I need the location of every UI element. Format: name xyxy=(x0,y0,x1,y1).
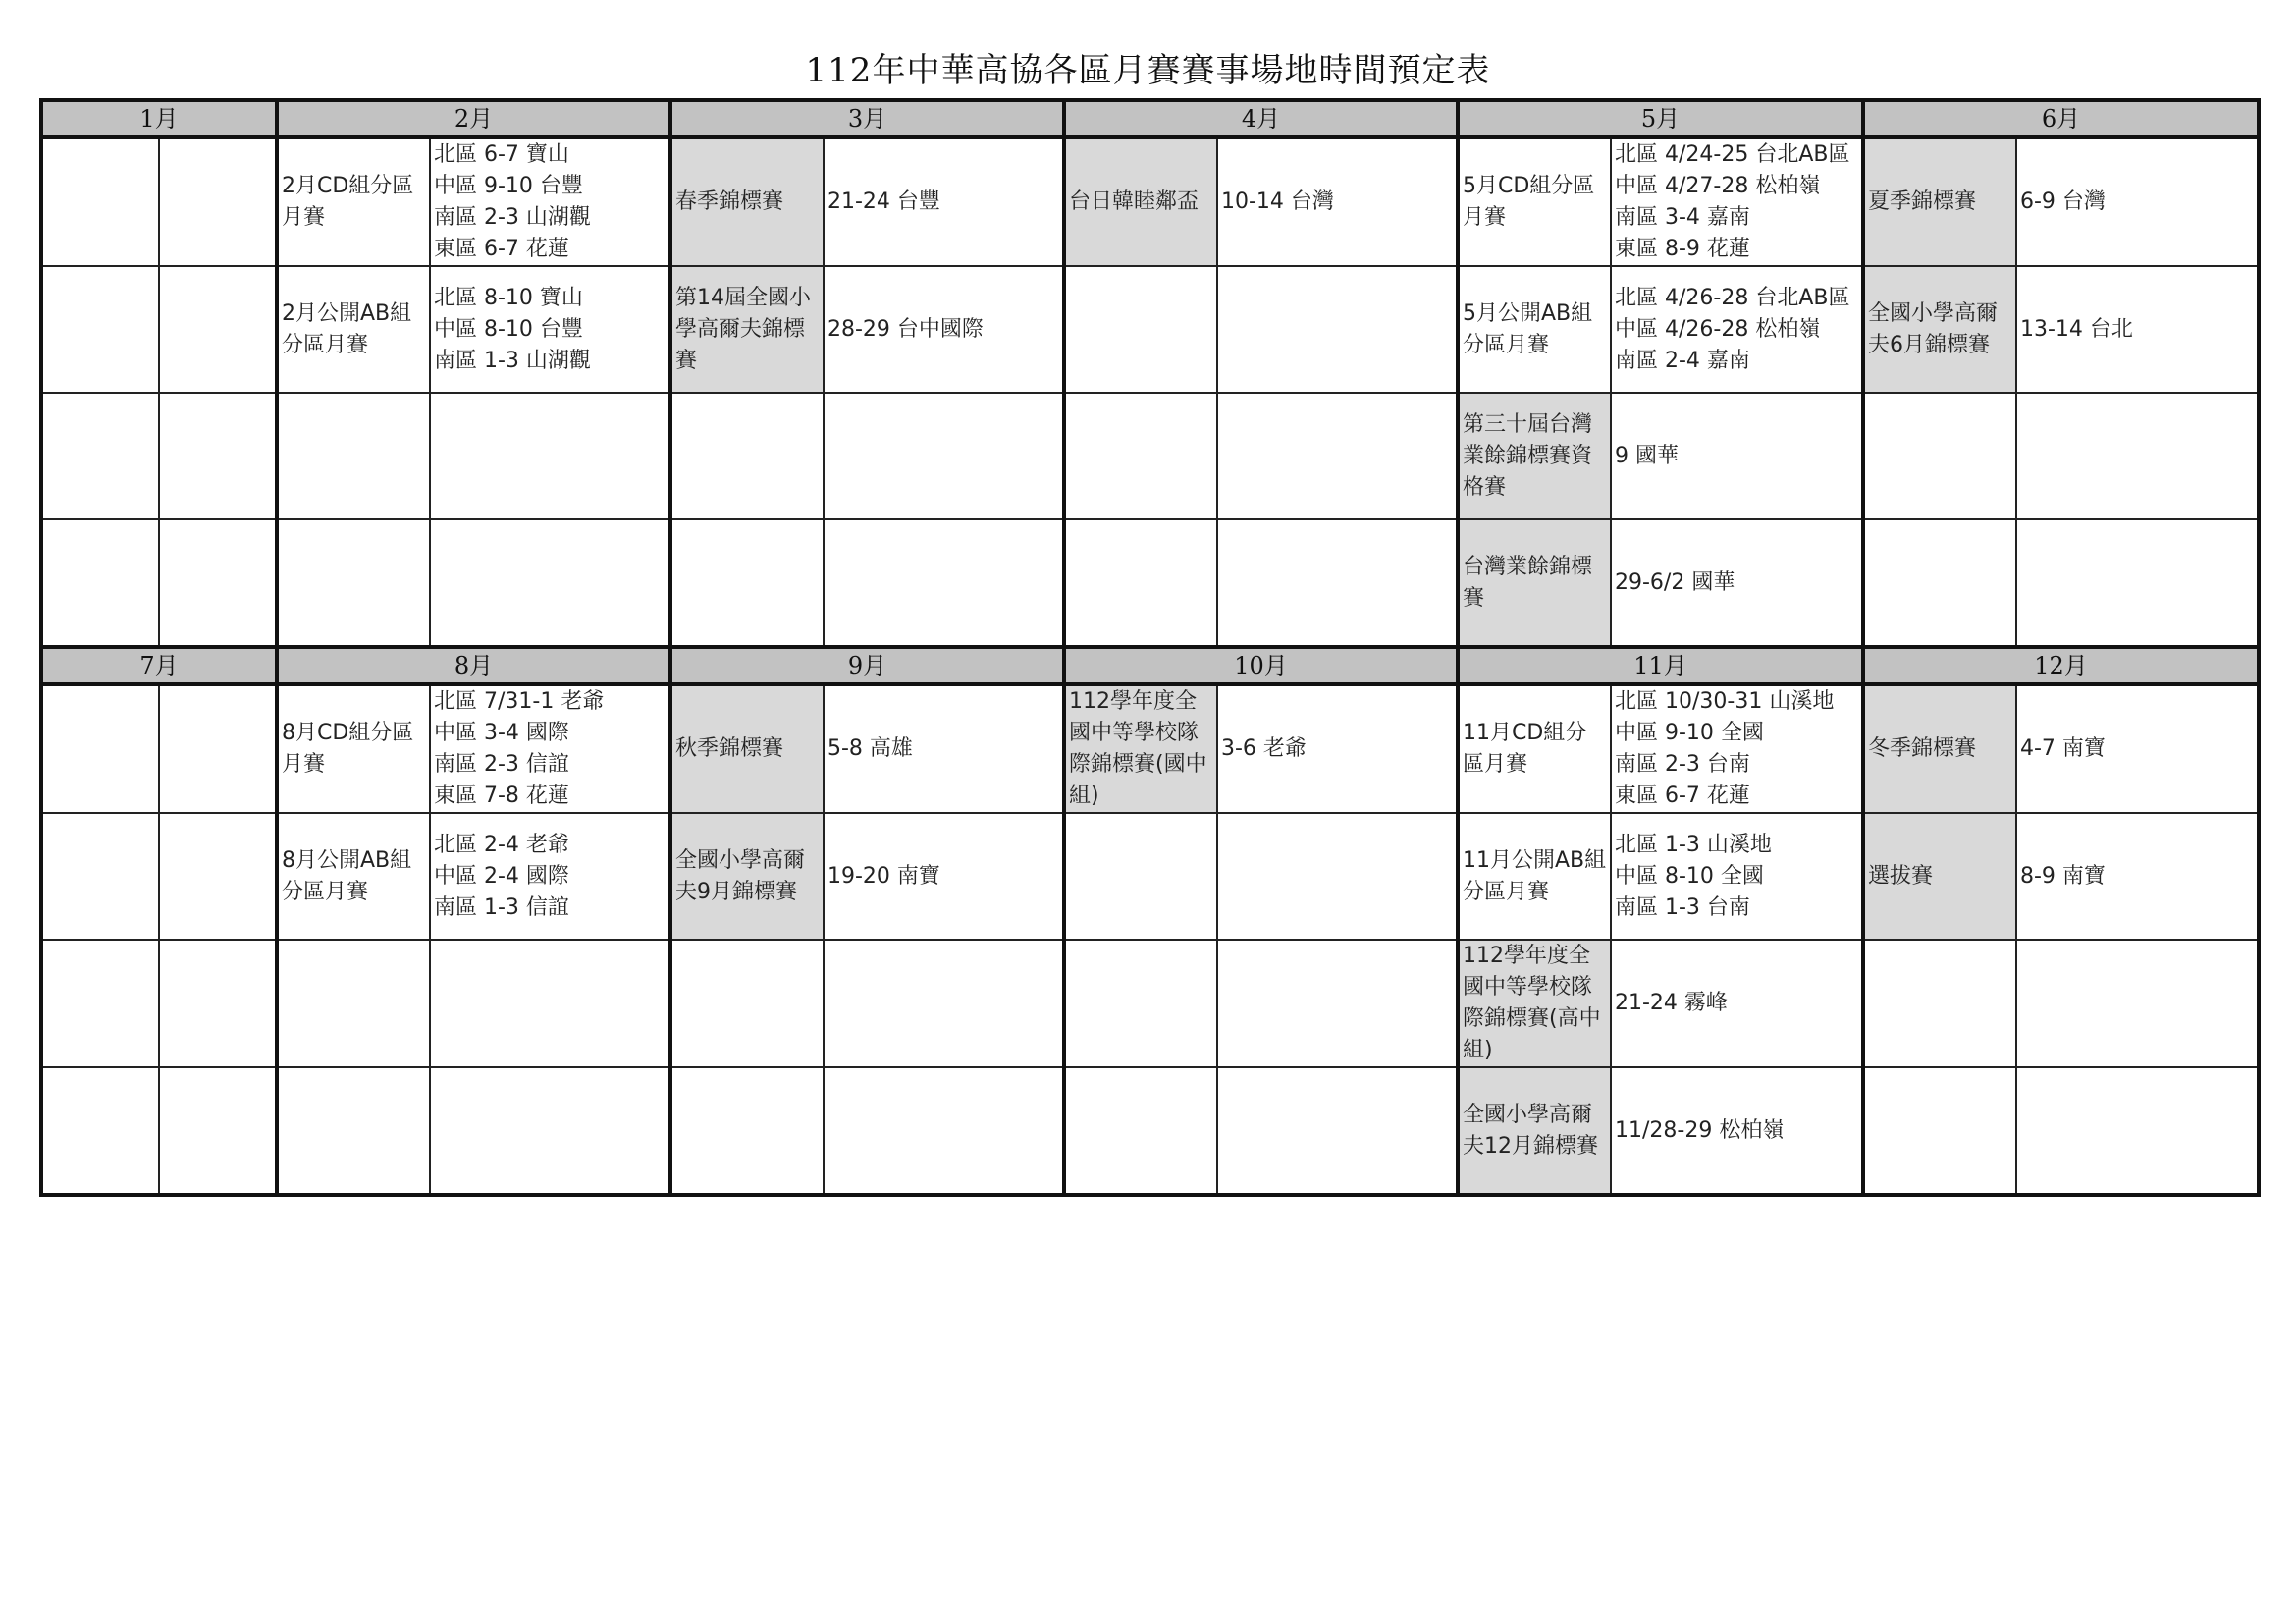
event-name-cell xyxy=(1064,393,1217,519)
event-name-cell xyxy=(670,1067,824,1195)
event-detail-cell xyxy=(1217,684,1458,813)
event-detail-cell xyxy=(824,940,1064,1067)
event-detail-cell xyxy=(159,137,277,266)
event-name-cell xyxy=(277,519,430,647)
event-name-cell xyxy=(1863,519,2016,647)
detail-line: 東區 8-9 花蓮 xyxy=(1615,237,1750,261)
detail-line: 東區 7-8 花蓮 xyxy=(434,784,569,808)
detail-line: 北區 4/26-28 台北AB區 xyxy=(1615,285,1850,310)
detail-line: 南區 2-3 山湖觀 xyxy=(434,205,591,230)
event-name-cell xyxy=(670,940,824,1067)
event-name-cell: 全國小學高爾夫12月錦標賽 xyxy=(1458,1067,1611,1195)
detail-line: 北區 4/24-25 台北AB區 xyxy=(1615,142,1850,167)
event-name-cell xyxy=(41,393,159,519)
event-name-cell: 5月公開AB組分區月賽 xyxy=(1458,266,1611,393)
event-detail-cell xyxy=(1217,813,1458,940)
event-detail-cell xyxy=(159,266,277,393)
event-detail-cell xyxy=(824,813,1064,940)
month-header: 5月 xyxy=(1458,100,1863,137)
month-header: 10月 xyxy=(1064,647,1458,684)
table-row xyxy=(41,684,2259,813)
detail-line: 中區 9-10 台豐 xyxy=(434,174,583,198)
event-detail-cell xyxy=(159,684,277,813)
event-detail-cell xyxy=(159,940,277,1067)
month-header: 7月 xyxy=(41,647,277,684)
detail-line: 9 國華 xyxy=(1615,443,1679,468)
detail-line: 南區 1-3 山湖觀 xyxy=(434,348,591,373)
event-detail-cell xyxy=(159,1067,277,1195)
event-name-cell xyxy=(277,1067,430,1195)
event-detail-cell xyxy=(824,393,1064,519)
event-name-cell: 選拔賽 xyxy=(1863,813,2016,940)
event-detail-cell xyxy=(1611,137,1863,266)
detail-line: 5-8 高雄 xyxy=(828,736,913,761)
event-name-cell xyxy=(1064,519,1217,647)
table-row xyxy=(41,940,2259,1067)
detail-line: 東區 6-7 花蓮 xyxy=(434,237,569,261)
event-detail-cell xyxy=(1611,519,1863,647)
table-row xyxy=(41,813,2259,940)
event-name-cell: 冬季錦標賽 xyxy=(1863,684,2016,813)
detail-line: 29-6/2 國華 xyxy=(1615,569,1735,595)
event-name-cell xyxy=(277,940,430,1067)
detail-line: 19-20 南寶 xyxy=(828,863,940,889)
detail-line: 北區 1-3 山溪地 xyxy=(1615,832,1772,857)
detail-line: 中區 4/27-28 松柏嶺 xyxy=(1615,174,1821,198)
detail-line: 28-29 台中國際 xyxy=(828,316,984,342)
event-detail-cell xyxy=(2016,684,2259,813)
event-detail-cell xyxy=(1611,940,1863,1067)
detail-line: 北區 8-10 寶山 xyxy=(434,285,583,310)
event-detail-cell xyxy=(430,684,670,813)
event-detail-cell xyxy=(824,684,1064,813)
month-header-row xyxy=(41,647,2259,684)
event-name-cell: 8月CD組分區月賽 xyxy=(277,684,430,813)
event-detail-cell xyxy=(2016,813,2259,940)
event-name-cell: 第14屆全國小學高爾夫錦標賽 xyxy=(670,266,824,393)
event-name-cell xyxy=(1064,1067,1217,1195)
event-detail-cell xyxy=(2016,519,2259,647)
event-name-cell xyxy=(1863,393,2016,519)
event-detail-cell xyxy=(1611,1067,1863,1195)
month-header-row xyxy=(41,100,2259,137)
month-header: 2月 xyxy=(277,100,670,137)
event-detail-cell xyxy=(824,519,1064,647)
event-detail-cell xyxy=(1217,137,1458,266)
detail-line: 南區 1-3 台南 xyxy=(1615,894,1750,920)
event-detail-cell xyxy=(2016,940,2259,1067)
detail-line: 東區 6-7 花蓮 xyxy=(1615,784,1750,808)
event-detail-cell xyxy=(430,1067,670,1195)
month-header: 4月 xyxy=(1064,100,1458,137)
event-detail-cell xyxy=(2016,266,2259,393)
detail-line: 南區 2-4 嘉南 xyxy=(1615,348,1750,373)
event-detail-cell xyxy=(430,266,670,393)
month-header: 1月 xyxy=(41,100,277,137)
detail-line: 南區 2-3 信誼 xyxy=(434,752,569,777)
event-name-cell: 夏季錦標賽 xyxy=(1863,137,2016,266)
detail-line: 中區 4/26-28 松柏嶺 xyxy=(1615,316,1821,342)
event-name-cell: 全國小學高爾夫6月錦標賽 xyxy=(1863,266,2016,393)
detail-line: 21-24 台豐 xyxy=(828,189,940,214)
event-detail-cell xyxy=(1611,266,1863,393)
detail-line: 北區 6-7 寶山 xyxy=(434,142,569,167)
month-header: 6月 xyxy=(1863,100,2259,137)
event-detail-cell xyxy=(1217,266,1458,393)
event-detail-cell xyxy=(1217,940,1458,1067)
detail-line: 8-9 南寶 xyxy=(2020,863,2106,889)
detail-line: 南區 1-3 信誼 xyxy=(434,894,569,920)
detail-line: 11/28-29 松柏嶺 xyxy=(1615,1117,1785,1143)
detail-line: 4-7 南寶 xyxy=(2020,736,2106,761)
event-detail-cell xyxy=(1217,519,1458,647)
event-detail-cell xyxy=(159,813,277,940)
event-name-cell: 秋季錦標賽 xyxy=(670,684,824,813)
event-name-cell: 春季錦標賽 xyxy=(670,137,824,266)
event-name-cell: 台灣業餘錦標賽 xyxy=(1458,519,1611,647)
event-detail-cell xyxy=(1611,684,1863,813)
event-detail-cell xyxy=(1217,393,1458,519)
detail-line: 中區 3-4 國際 xyxy=(434,721,569,745)
event-detail-cell xyxy=(430,137,670,266)
event-name-cell xyxy=(1064,940,1217,1067)
month-header: 3月 xyxy=(670,100,1064,137)
event-name-cell xyxy=(41,519,159,647)
detail-line: 21-24 霧峰 xyxy=(1615,991,1728,1015)
event-detail-cell xyxy=(430,519,670,647)
detail-line: 中區 9-10 全國 xyxy=(1615,721,1764,745)
event-name-cell xyxy=(41,266,159,393)
event-detail-cell xyxy=(159,393,277,519)
event-detail-cell xyxy=(2016,393,2259,519)
event-detail-cell xyxy=(1611,813,1863,940)
event-name-cell: 112學年度全國中等學校隊際錦標賽(高中組) xyxy=(1458,940,1611,1067)
event-detail-cell xyxy=(824,1067,1064,1195)
detail-line: 南區 2-3 台南 xyxy=(1615,752,1750,777)
detail-line: 10-14 台灣 xyxy=(1221,189,1334,214)
detail-line: 北區 7/31-1 老爺 xyxy=(434,689,605,714)
page-title: 112年中華高協各區月賽賽事場地時間預定表 xyxy=(805,51,1491,90)
detail-line: 3-6 老爺 xyxy=(1221,736,1307,761)
event-name-cell xyxy=(41,813,159,940)
detail-line: 北區 10/30-31 山溪地 xyxy=(1615,689,1835,714)
event-name-cell xyxy=(1863,1067,2016,1195)
table-row xyxy=(41,393,2259,519)
event-name-cell xyxy=(670,519,824,647)
detail-line: 中區 2-4 國際 xyxy=(434,863,569,889)
event-name-cell: 5月CD組分區月賽 xyxy=(1458,137,1611,266)
event-name-cell: 第三十屆台灣業餘錦標賽資格賽 xyxy=(1458,393,1611,519)
event-name-cell xyxy=(41,940,159,1067)
month-header: 12月 xyxy=(1863,647,2259,684)
detail-line: 北區 2-4 老爺 xyxy=(434,832,569,857)
table-row xyxy=(41,137,2259,266)
event-detail-cell xyxy=(824,137,1064,266)
event-name-cell: 8月公開AB組分區月賽 xyxy=(277,813,430,940)
schedule-table xyxy=(39,98,2261,1197)
table-row xyxy=(41,519,2259,647)
event-name-cell xyxy=(41,137,159,266)
event-name-cell xyxy=(1863,940,2016,1067)
detail-line: 中區 8-10 台豐 xyxy=(434,316,583,342)
event-name-cell xyxy=(1064,813,1217,940)
event-name-cell: 112學年度全國中等學校隊際錦標賽(國中組) xyxy=(1064,684,1217,813)
event-detail-cell xyxy=(430,940,670,1067)
detail-line: 中區 8-10 全國 xyxy=(1615,863,1764,889)
detail-line: 南區 3-4 嘉南 xyxy=(1615,205,1750,230)
event-detail-cell xyxy=(430,393,670,519)
event-name-cell xyxy=(277,393,430,519)
event-name-cell: 11月CD組分區月賽 xyxy=(1458,684,1611,813)
event-detail-cell xyxy=(2016,137,2259,266)
event-name-cell xyxy=(41,684,159,813)
event-name-cell: 2月公開AB組分區月賽 xyxy=(277,266,430,393)
month-header: 11月 xyxy=(1458,647,1863,684)
event-detail-cell xyxy=(2016,1067,2259,1195)
table-row xyxy=(41,266,2259,393)
event-name-cell: 11月公開AB組分區月賽 xyxy=(1458,813,1611,940)
month-header: 9月 xyxy=(670,647,1064,684)
event-name-cell: 台日韓睦鄰盃 xyxy=(1064,137,1217,266)
event-detail-cell xyxy=(430,813,670,940)
event-name-cell xyxy=(670,393,824,519)
event-detail-cell xyxy=(1217,1067,1458,1195)
detail-line: 13-14 台北 xyxy=(2020,316,2133,342)
detail-line: 6-9 台灣 xyxy=(2020,189,2106,214)
event-name-cell: 全國小學高爾夫9月錦標賽 xyxy=(670,813,824,940)
event-detail-cell xyxy=(1611,393,1863,519)
event-detail-cell xyxy=(159,519,277,647)
event-name-cell: 2月CD組分區月賽 xyxy=(277,137,430,266)
event-name-cell xyxy=(41,1067,159,1195)
table-row xyxy=(41,1067,2259,1195)
event-detail-cell xyxy=(824,266,1064,393)
event-name-cell xyxy=(1064,266,1217,393)
month-header: 8月 xyxy=(277,647,670,684)
